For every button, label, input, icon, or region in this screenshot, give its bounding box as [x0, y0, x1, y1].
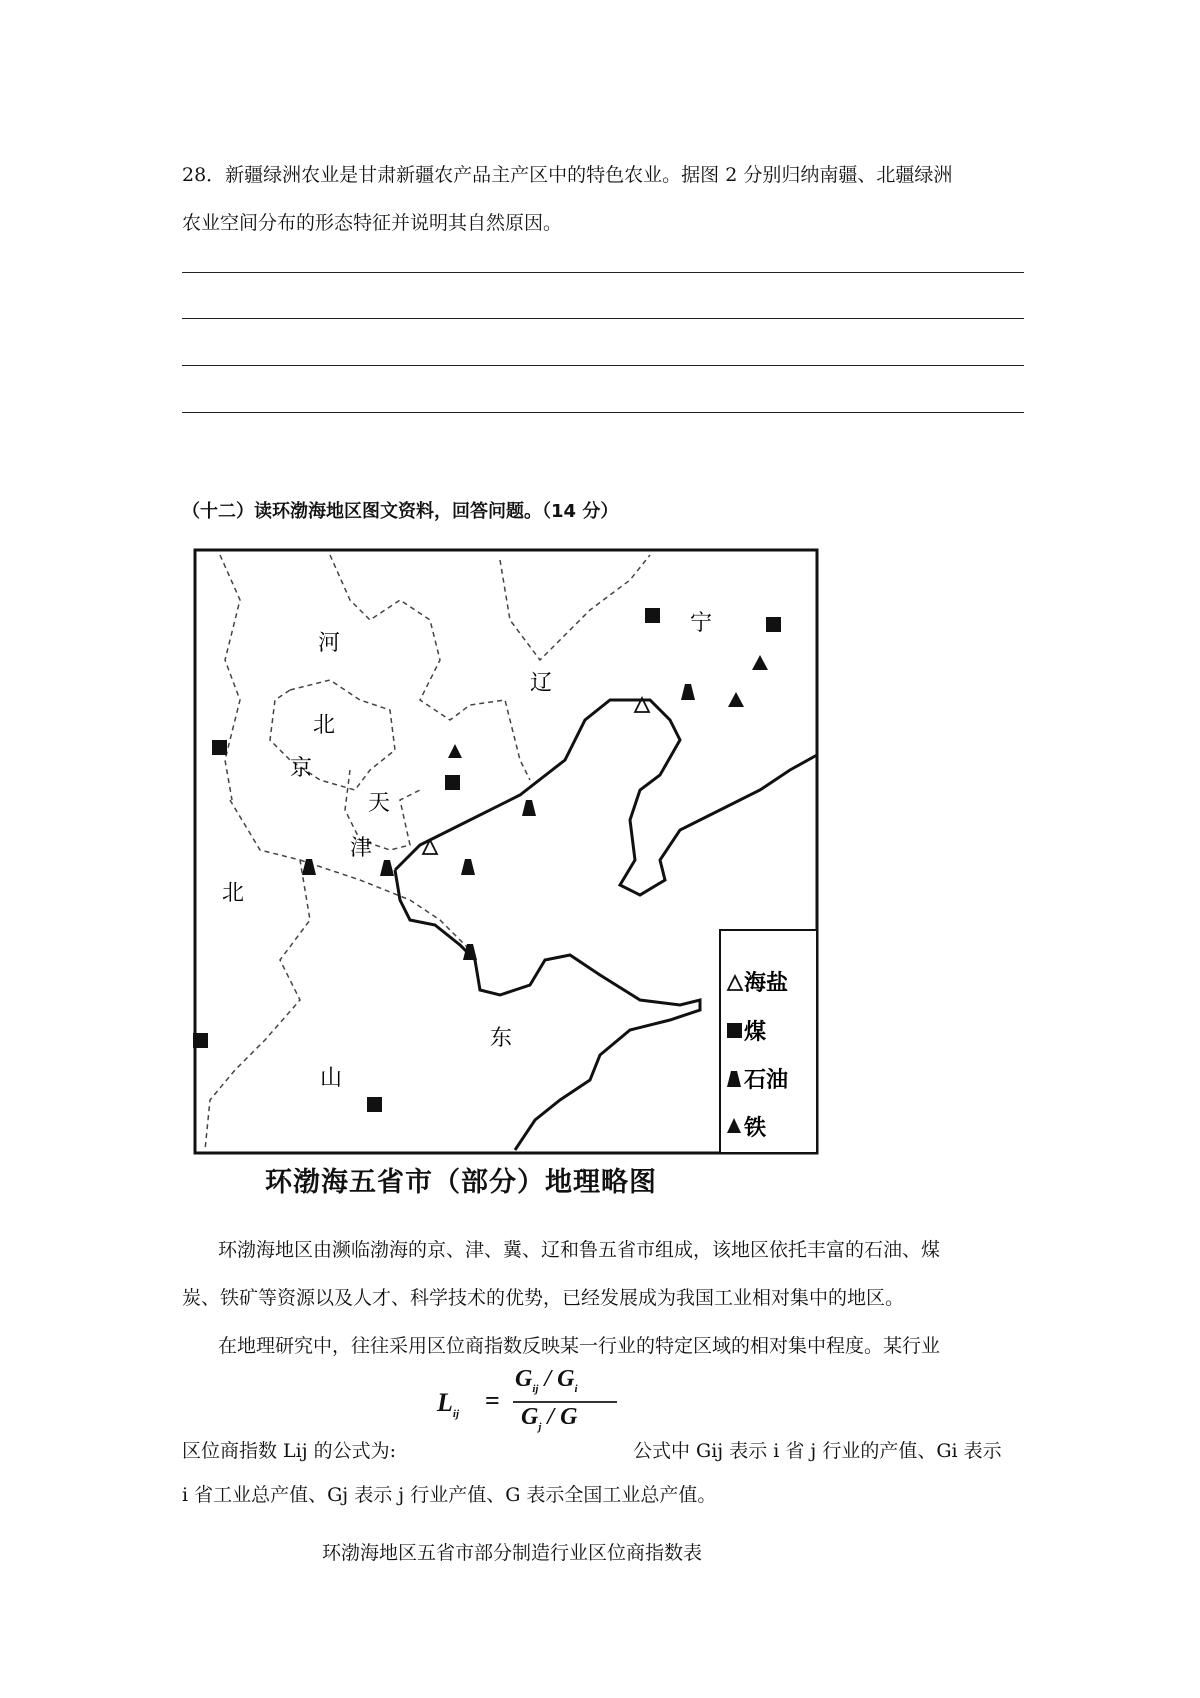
section-title: （十二）读环渤海地区图文资料，回答问题。（14 分） [182, 501, 619, 522]
question-28-text-cont: 农业空间分布的形态特征并说明其自然原因。 [182, 212, 563, 234]
label-jing: 京 [290, 756, 313, 781]
label-bei2: 北 [222, 881, 245, 906]
coal-icon [766, 617, 781, 632]
oil-icon [380, 860, 394, 876]
legend-salt: 海盐 [744, 971, 789, 996]
oil-icon [681, 684, 695, 700]
answer-line[interactable] [182, 365, 1024, 366]
question-28-text: 28．新疆绿洲农业是甘肃新疆农产品主产区中的特色农业。据图 2 分别归纳南疆、北疆绿洲 [182, 164, 953, 186]
oil-icon [463, 944, 477, 960]
oil-icon [522, 800, 536, 816]
coal-icon [445, 775, 460, 790]
label-jin: 津 [350, 836, 373, 861]
coal-icon [367, 1097, 382, 1112]
paragraph-2-formula-lead: 区位商指数 Lij 的公式为: [182, 1440, 397, 1462]
coal-icon [645, 608, 660, 623]
iron-icon [728, 692, 744, 707]
geography-map [180, 540, 830, 1160]
legend-oil: 石油 [744, 1068, 789, 1093]
iron-icon [448, 744, 462, 758]
map-legend [720, 930, 817, 1153]
paragraph-1-cont: 炭、铁矿等资源以及人才、科学技术的优势，已经发展成为我国工业相对集中的地区。 [182, 1287, 905, 1309]
iron-icon [752, 655, 768, 670]
paragraph-2: 在地理研究中，往往采用区位商指数反映某一行业的特定区域的相对集中程度。某行业 [218, 1335, 941, 1357]
answer-line[interactable] [182, 412, 1024, 413]
label-liao: 辽 [530, 671, 553, 696]
answer-line[interactable] [182, 318, 1024, 319]
label-ning: 宁 [690, 611, 713, 636]
map-caption: 环渤海五省市（部分）地理略图 [265, 1167, 657, 1198]
coastline-liaoning [395, 700, 817, 895]
paragraph-2-formula-explain: 公式中 Gij 表示 i 省 j 行业的产值、Gi 表示 [633, 1440, 1002, 1462]
coal-symbols [193, 608, 781, 1112]
oil-symbols [302, 684, 695, 960]
coal-icon [193, 1033, 208, 1048]
paragraph-1: 环渤海地区由濒临渤海的京、津、冀、辽和鲁五省市组成，该地区依托丰富的石油、煤 [218, 1239, 941, 1261]
legend-coal: 煤 [744, 1020, 767, 1045]
iron-symbols [448, 655, 768, 758]
coal-icon [727, 1023, 742, 1038]
coal-icon [212, 740, 227, 755]
legend-iron: 铁 [744, 1116, 767, 1141]
label-bei1: 北 [313, 713, 336, 738]
label-shan: 山 [320, 1066, 343, 1091]
province-borders [205, 555, 650, 1150]
label-dong: 东 [490, 1026, 513, 1051]
table-title: 环渤海地区五省市部分制造行业区位商指数表 [322, 1542, 703, 1564]
coastline-shandong [395, 870, 700, 1150]
label-tian: 天 [368, 791, 391, 816]
oil-icon [461, 859, 475, 875]
paragraph-2-cont: i 省工业总产值、Gj 表示 j 行业产值、G 表示全国工业总产值。 [182, 1484, 717, 1506]
label-he: 河 [318, 631, 341, 656]
answer-line[interactable] [182, 272, 1024, 273]
